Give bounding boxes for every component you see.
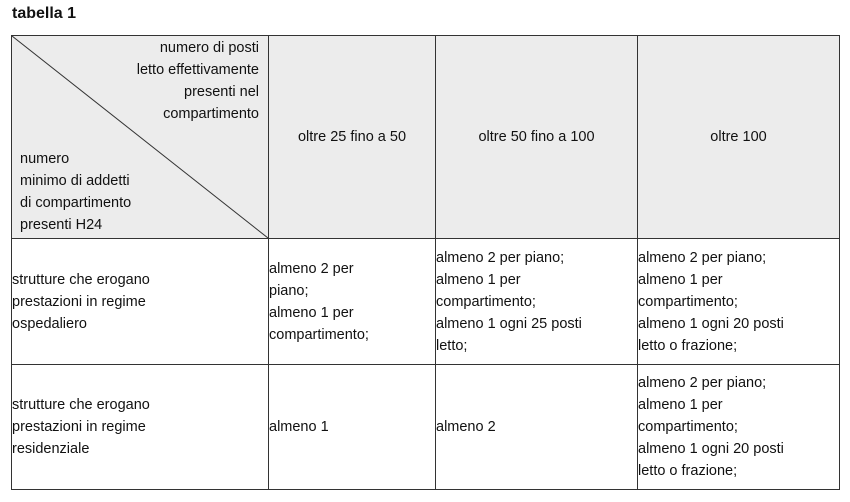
table-cell: almeno 2 per piano; almeno 1 per compartimento; almeno 1 ogni 20 posti letto o frazione; — [638, 365, 840, 490]
row-label: strutture che erogano prestazioni in regime ospedaliero — [12, 239, 269, 365]
table-row — [12, 239, 840, 365]
table-cell: almeno 2 per piano; almeno 1 per compartimento; almeno 1 ogni 20 posti letto o frazione; — [638, 239, 840, 365]
column-header: oltre 100 — [638, 36, 840, 239]
table-cell: almeno 2 — [436, 365, 638, 490]
column-header: oltre 25 fino a 50 — [269, 36, 436, 239]
document-title: tabella 1 — [12, 5, 77, 22]
table-cell: almeno 1 — [269, 365, 436, 490]
corner-header-cell — [12, 36, 269, 239]
row-label: strutture che erogano prestazioni in regime residenziale — [12, 365, 269, 490]
corner-bottom-label: numero minimo di addetti di compartimento presenti H24 — [20, 151, 132, 233]
column-header: oltre 50 fino a 100 — [436, 36, 638, 239]
table-cell: almeno 2 per piano; almeno 1 per compartimento; — [269, 239, 436, 365]
staffing-table — [11, 35, 840, 490]
table-row — [12, 365, 840, 490]
table-header-row — [12, 36, 840, 239]
table-cell: almeno 2 per piano; almeno 1 per compartimento; almeno 1 ogni 25 posti letto; — [436, 239, 638, 365]
corner-top-label: numero di posti letto effettivamente presenti nel compartimento — [136, 40, 259, 122]
